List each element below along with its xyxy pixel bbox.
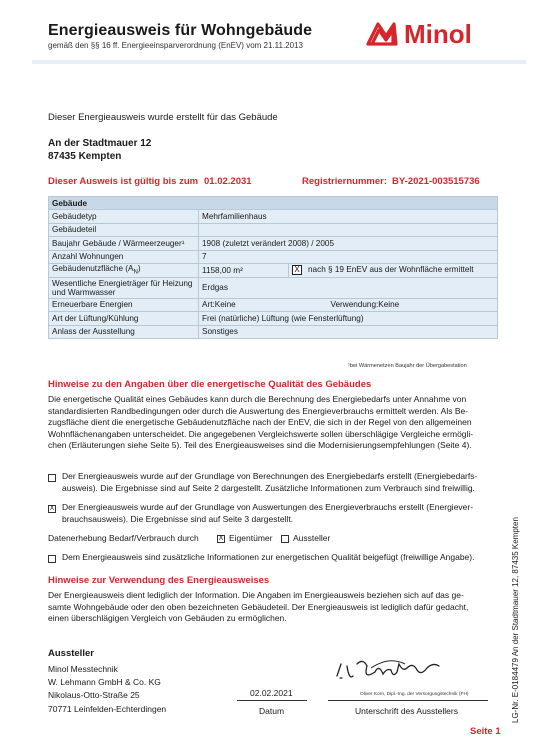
minol-logo-text: Minol xyxy=(404,20,472,46)
area-note-cell xyxy=(289,264,498,278)
quality-line: Wohnflächenangaben unterscheidet. Die angegebenen Vergleichswerte sollen überschlägige Vergleiche ermögli- xyxy=(48,428,474,439)
intro-text: Dieser Energieausweis wurde erstellt für das Gebäude xyxy=(48,112,278,123)
document-subtitle: gemäß den §§ 16 ff. Energieeinsparverordnung (EnEV) vom 21.11.2013 xyxy=(48,41,303,50)
usage-paragraph xyxy=(48,590,500,625)
table-row-ventilation xyxy=(49,312,498,326)
row-value xyxy=(199,223,498,237)
row-value: 1908 (zuletzt verändert 2008) / 2005 xyxy=(199,237,498,251)
table-row xyxy=(49,237,498,251)
registration-number: BY-2021-003515736 xyxy=(392,176,480,187)
quality-line: standardisierten Randbedingungen oder durch die Auswertung des Energieverbrauchs ermittelt werden. Als Be- xyxy=(48,405,469,416)
bedarf-text: Der Energieausweis wurde auf der Grundlage von Berechnungen des Energiebedarfs erstellt (Energiebedarfs- ausweis). Die Ergebnisse sind auf Seite 2 dargestellt. Zusätzliche Informationen zum Verbrauch sind freiwillig. xyxy=(62,471,478,493)
occasion-value: Sonstiges xyxy=(199,325,498,339)
table-footnote: ¹bei Wärmenetzen Baujahr der Übergabestation xyxy=(348,363,467,369)
renewable-label: Erneuerbare Energien xyxy=(49,298,199,312)
renewable-use: Verwendung:Keine xyxy=(330,300,400,310)
aussteller-label: Aussteller xyxy=(293,533,331,543)
issuer-line: Minol Messtechnik xyxy=(48,664,118,674)
quality-line: chen (Erläuterungen siehe Seite 5). Teil des Energieausweises sind die Modernisierungsempfehlungen (Seite 4). xyxy=(48,440,472,450)
zusatz-label: Dem Energieausweis sind zusätzliche Informationen zur energetischen Qualität beigefügt (freiwillige Angabe). xyxy=(62,552,475,562)
quality-line: Die energetische Qualität eines Gebäudes kann durch die Berechnung des Energiebedarfs unter Annahme von xyxy=(48,394,467,404)
bedarf-checkbox[interactable] xyxy=(48,474,56,482)
row-value: Mehrfamilienhaus xyxy=(199,210,498,224)
quality-paragraph xyxy=(48,394,500,452)
verbrauch-checkbox[interactable]: X xyxy=(49,505,55,512)
row-value: 7 xyxy=(199,250,498,264)
building-address-street: An der Stadtmauer 12 xyxy=(48,138,152,149)
table-heading: Gebäude xyxy=(49,197,498,210)
table-heading-row xyxy=(49,197,498,210)
issuer-heading: Aussteller xyxy=(48,648,94,659)
row-label: Baujahr Gebäude / Wärmeerzeuger¹ xyxy=(49,237,199,251)
minol-logo-mark xyxy=(368,24,396,44)
header-divider xyxy=(32,60,526,64)
usage-line: Der Energieausweis dient lediglich der Information. Die Angaben im Energieausweis beziehen sich auf das ge- xyxy=(48,590,464,600)
issuer-line: W. Lehmann GmbH & Co. KG xyxy=(48,677,161,687)
issuer-line: 70771 Leinfelden-Echterdingen xyxy=(48,704,167,714)
usage-line: einen überschlägigen Vergleich von Gebäuden zu ermöglichen. xyxy=(48,613,287,623)
signature-line xyxy=(328,700,488,701)
signature-label: Unterschrift des Ausstellers xyxy=(355,706,458,716)
area-label: Gebäudenutzfläche $(A_N)$ xyxy=(49,264,199,278)
ventilation-value: Frei (natürliche) Lüftung (wie Fensterlüftung) xyxy=(199,312,498,326)
area-value: 1158,00 m² xyxy=(199,264,289,278)
usage-heading: Hinweise zur Verwendung des Energieausweises xyxy=(48,575,270,586)
area-note: nach § 19 EnEV aus der Wohnfläche ermittelt xyxy=(308,265,474,275)
validity-label: Dieser Ausweis ist gültig bis zum xyxy=(48,176,199,187)
row-label: Gebäudetyp xyxy=(49,210,199,224)
table-row-area xyxy=(49,264,498,278)
document-title: Energieausweis für Wohngebäude xyxy=(48,22,313,39)
quality-line: zugsfläche dient die energetische Gebäudenutzfläche nach der EnEV, die sich in der Regel von den allgemeinen xyxy=(48,417,472,427)
issuer-line: Nikolaus-Otto-Straße 25 xyxy=(48,690,140,700)
row-label: Anzahl Wohnungen xyxy=(49,250,199,264)
usage-line: samte Wohngebäude oder den oben bezeichneten Gebäudeteil. Der Energieausweis ist lediglich dafür gedacht, xyxy=(48,601,469,612)
row-label: Gebäudeteil xyxy=(49,223,199,237)
building-address-city: 87435 Kempten xyxy=(48,151,122,162)
verbrauch-text: Der Energieausweis wurde auf der Grundlage von Auswertungen des Energieverbrauchs erstellt (Energiever- brauchsausweis). Die Ergebnisse sind auf Seite 3 dargestellt. xyxy=(62,502,474,524)
date-line xyxy=(237,700,307,701)
date-label: Datum xyxy=(259,706,285,716)
quality-heading: Hinweise zu den Angaben über die energetische Qualität des Gebäudes xyxy=(48,379,372,390)
datenerhebung-label: Datenerhebung Bedarf/Verbrauch durch xyxy=(48,533,199,543)
eigentuemer-label: Eigentümer xyxy=(229,533,273,543)
area-checkbox[interactable]: X xyxy=(292,265,302,275)
registration-label: Registriernummer: xyxy=(302,176,387,187)
table-row-occasion xyxy=(49,325,498,339)
table-row xyxy=(49,210,498,224)
table-row xyxy=(49,223,498,237)
occasion-label: Anlass der Ausstellung xyxy=(49,325,199,339)
table-row xyxy=(49,250,498,264)
table-row-renewable xyxy=(49,298,498,312)
aussteller-checkbox[interactable] xyxy=(281,535,289,543)
renewable-values xyxy=(199,298,498,312)
validity-date: 01.02.2031 xyxy=(204,176,252,187)
building-data-table xyxy=(48,196,498,339)
handwritten-signature xyxy=(333,654,443,686)
minol-logo xyxy=(366,20,502,46)
signature-date: 02.02.2021 xyxy=(250,688,293,698)
side-reference: LG-Nr. E-0184479 An der Stadtmauer 12, 87435 Kempten xyxy=(511,517,520,723)
energy-value: Erdgas xyxy=(199,277,498,298)
eigentuemer-checkbox[interactable]: X xyxy=(218,535,224,542)
energy-label: Wesentliche Energieträger für Heizung und Warmwasser xyxy=(49,277,199,298)
zusatz-checkbox[interactable] xyxy=(48,555,56,563)
page-number: Seite 1 xyxy=(470,726,501,737)
table-row-energy xyxy=(49,277,498,298)
ventilation-label: Art der Lüftung/Kühlung xyxy=(49,312,199,326)
renewable-art: Art:Keine xyxy=(202,300,236,310)
signer-name: Oliver Korn, Dipl.-Ing. der Versorgungstechnik (FH) xyxy=(360,692,469,697)
